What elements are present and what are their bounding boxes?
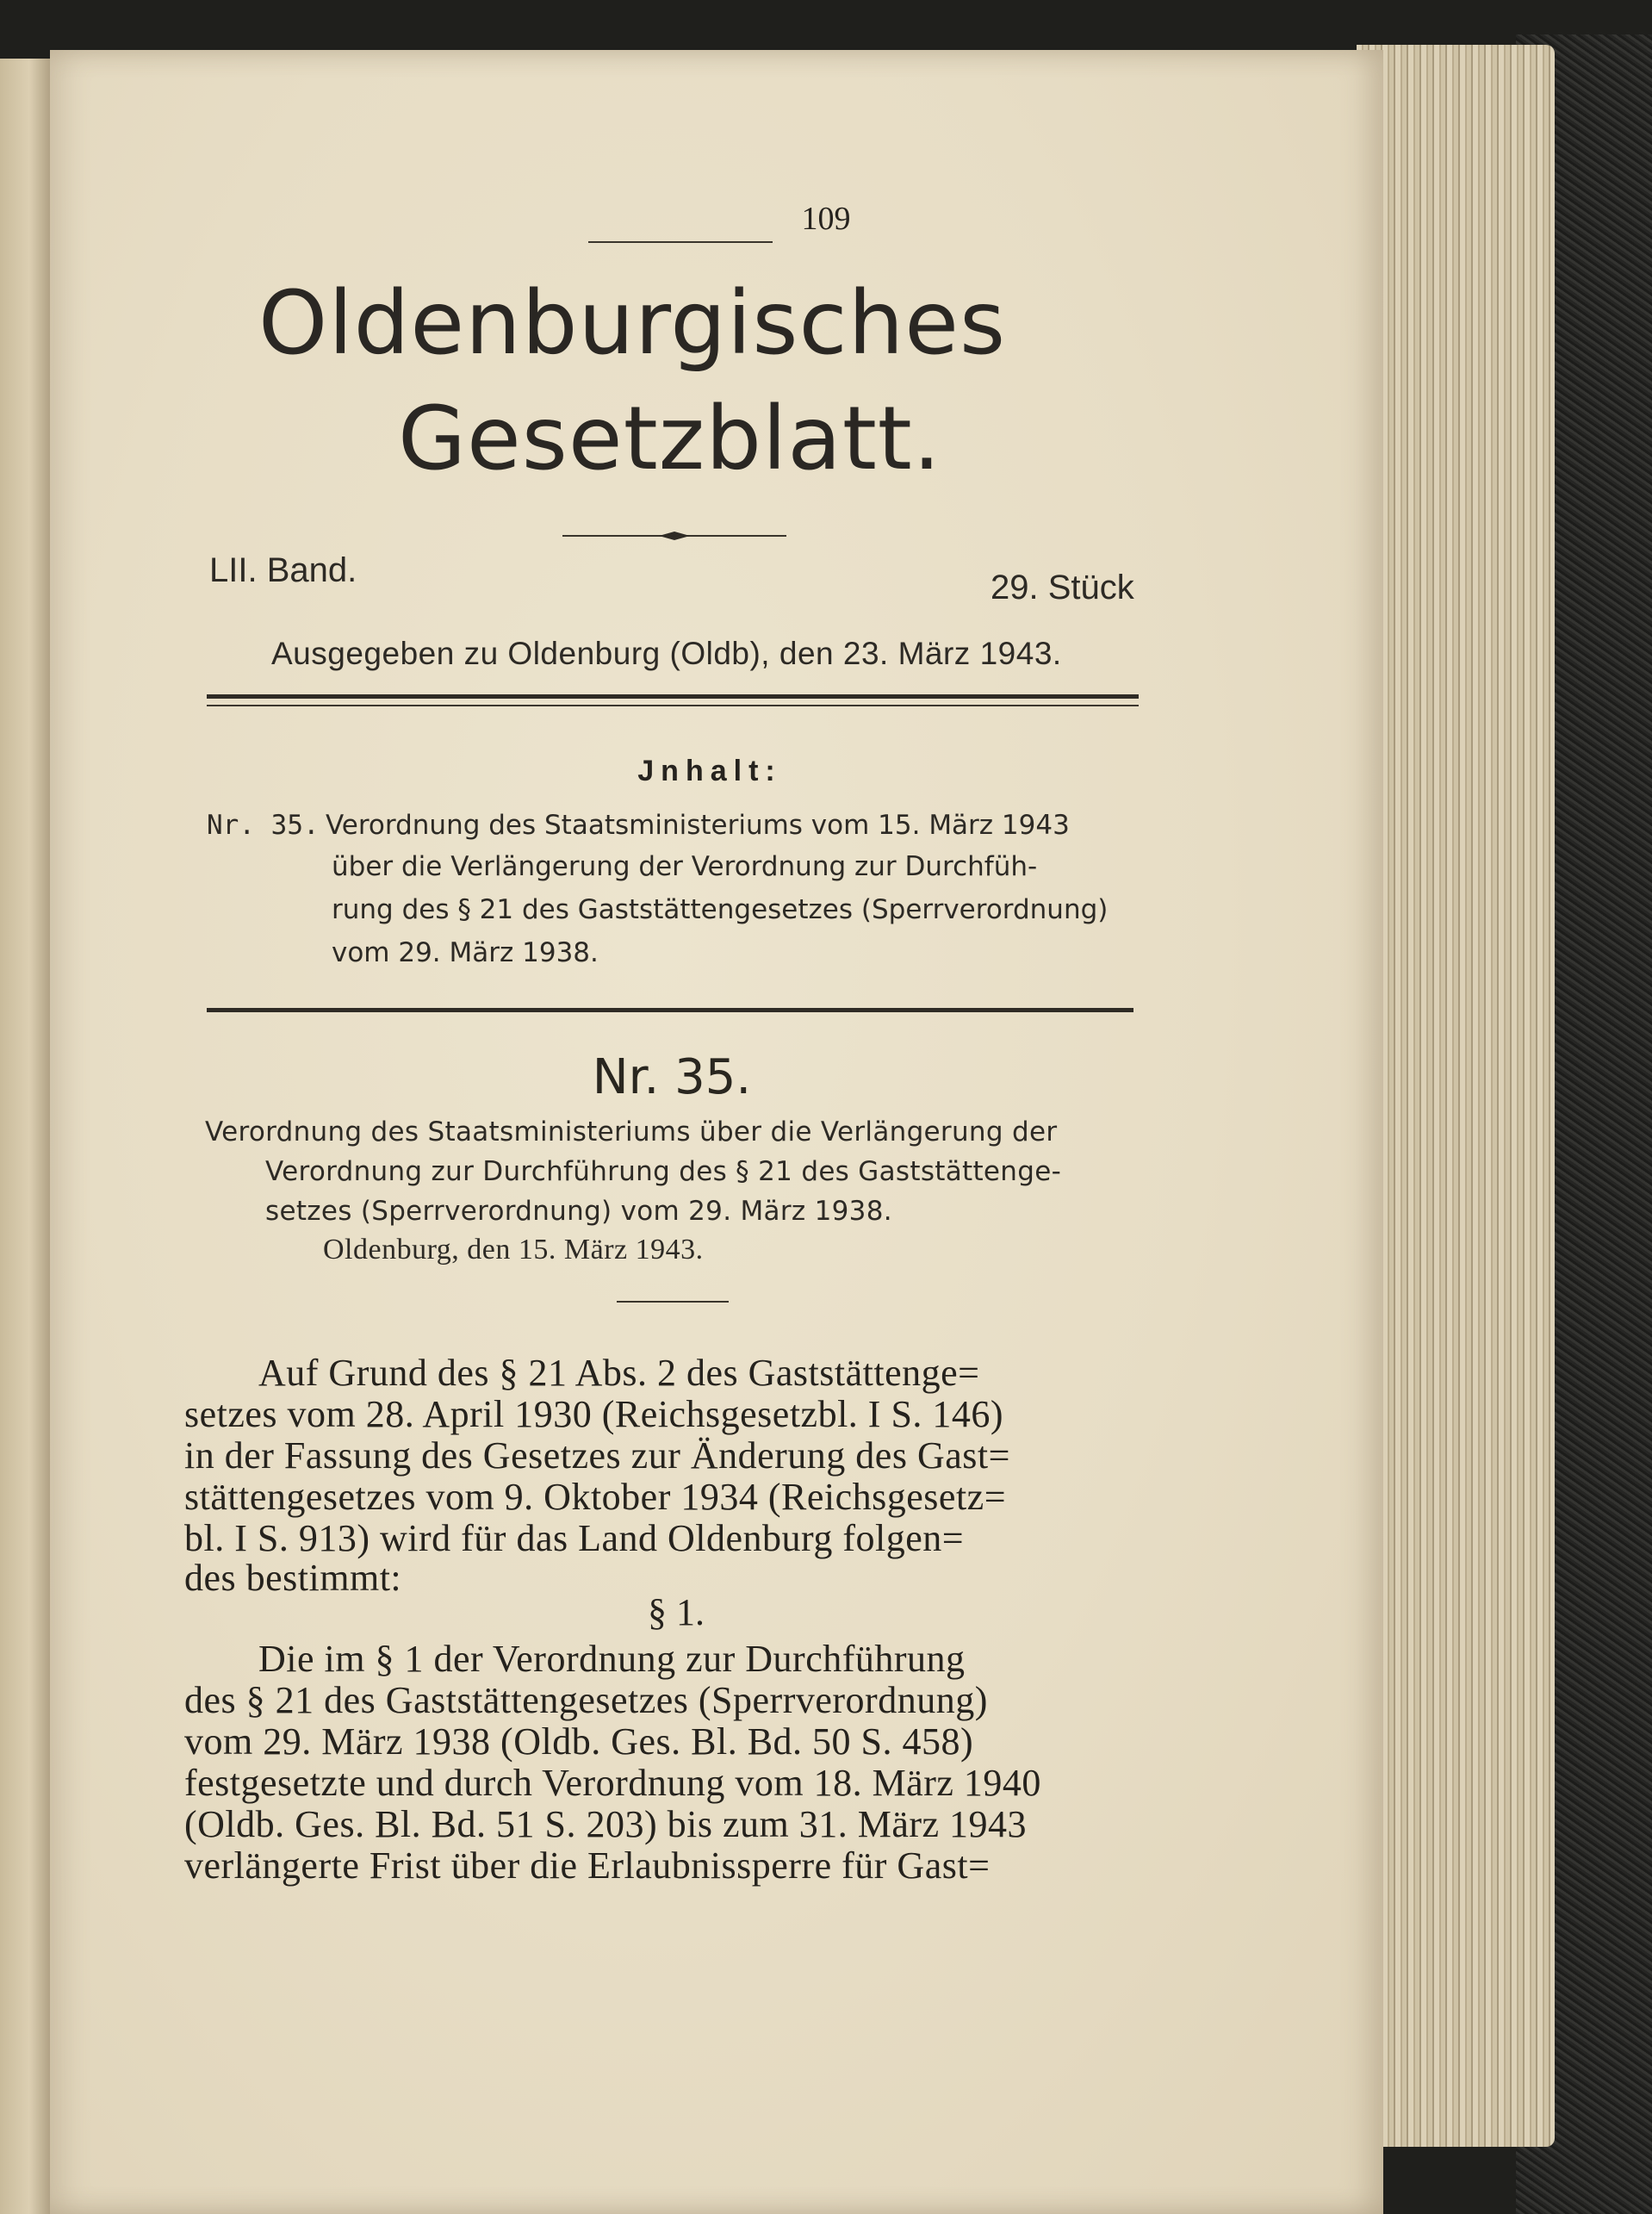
ordinance-title-line: Verordnung des Staatsministeriums über die Verlängerung der xyxy=(205,1116,1058,1147)
page-number: 109 xyxy=(801,201,851,237)
place-date: Oldenburg, den 15. März 1943. xyxy=(323,1234,704,1266)
preamble-line: Auf Grund des § 21 Abs. 2 des Gaststättenge= xyxy=(258,1352,980,1394)
contents-entry-line: vom 29. März 1938. xyxy=(332,937,599,968)
section-line: (Oldb. Ges. Bl. Bd. 51 S. 203) bis zum 31. März 1943 xyxy=(184,1803,1028,1845)
volume-label: LII. Band. xyxy=(209,551,357,589)
separator-rule xyxy=(617,1301,729,1303)
section-mark: § 1. xyxy=(648,1591,705,1633)
section-line: vom 29. März 1938 (Oldb. Ges. Bl. Bd. 50 S. 458) xyxy=(184,1720,974,1763)
ordinance-title-line: setzes (Sperrverordnung) vom 29. März 1938. xyxy=(265,1196,892,1227)
preamble-line: setzes vom 28. April 1930 (Reichsgesetzbl. I S. 146) xyxy=(184,1393,1004,1435)
contents-heading: Jnhalt: xyxy=(637,755,782,787)
preamble-line: bl. I S. 913) wird für das Land Oldenburg folgen= xyxy=(184,1517,965,1559)
masthead-title-line-1: Oldenburgisches xyxy=(258,272,1007,375)
section-line: festgesetzte und durch Verordnung vom 18. März 1940 xyxy=(184,1762,1041,1804)
issue-label: 29. Stück xyxy=(991,569,1134,606)
section-line: des § 21 des Gaststättengesetzes (Sperrverordnung) xyxy=(184,1679,988,1721)
preamble-line: des bestimmt: xyxy=(184,1557,402,1599)
preamble-line: in der Fassung des Gesetzes zur Änderung des Gast= xyxy=(184,1434,1010,1477)
contents-entry-line: rung des § 21 des Gaststättengesetzes (Sperrverordnung) xyxy=(332,894,1109,925)
contents-entry-line: Verordnung des Staatsministeriums vom 15. März 1943 xyxy=(326,810,1070,841)
issued-line: Ausgegeben zu Oldenburg (Oldb), den 23. März 1943. xyxy=(271,636,1062,671)
masthead-title-line-2: Gesetzblatt. xyxy=(398,388,942,490)
page-number-rule xyxy=(588,241,773,243)
section-line: Die im § 1 der Verordnung zur Durchführung xyxy=(258,1638,966,1680)
header-rule-thick xyxy=(207,694,1139,699)
section-line: verlängerte Frist über die Erlaubnissperre für Gast= xyxy=(184,1844,991,1887)
ordinance-title-line: Verordnung zur Durchführung des § 21 des Gaststättenge- xyxy=(265,1156,1062,1187)
contents-entry-number: Nr. 35. xyxy=(207,810,320,841)
preamble-line: stättengesetzes vom 9. Oktober 1934 (Reichsgesetz= xyxy=(184,1476,1007,1518)
ordinance-number: Nr. 35. xyxy=(592,1049,752,1105)
contents-rule xyxy=(207,1008,1133,1012)
ornament-rule xyxy=(562,529,786,543)
contents-entry-line: über die Verlängerung der Verordnung zur Durchfüh- xyxy=(332,851,1038,882)
header-rule-thin xyxy=(207,705,1139,706)
